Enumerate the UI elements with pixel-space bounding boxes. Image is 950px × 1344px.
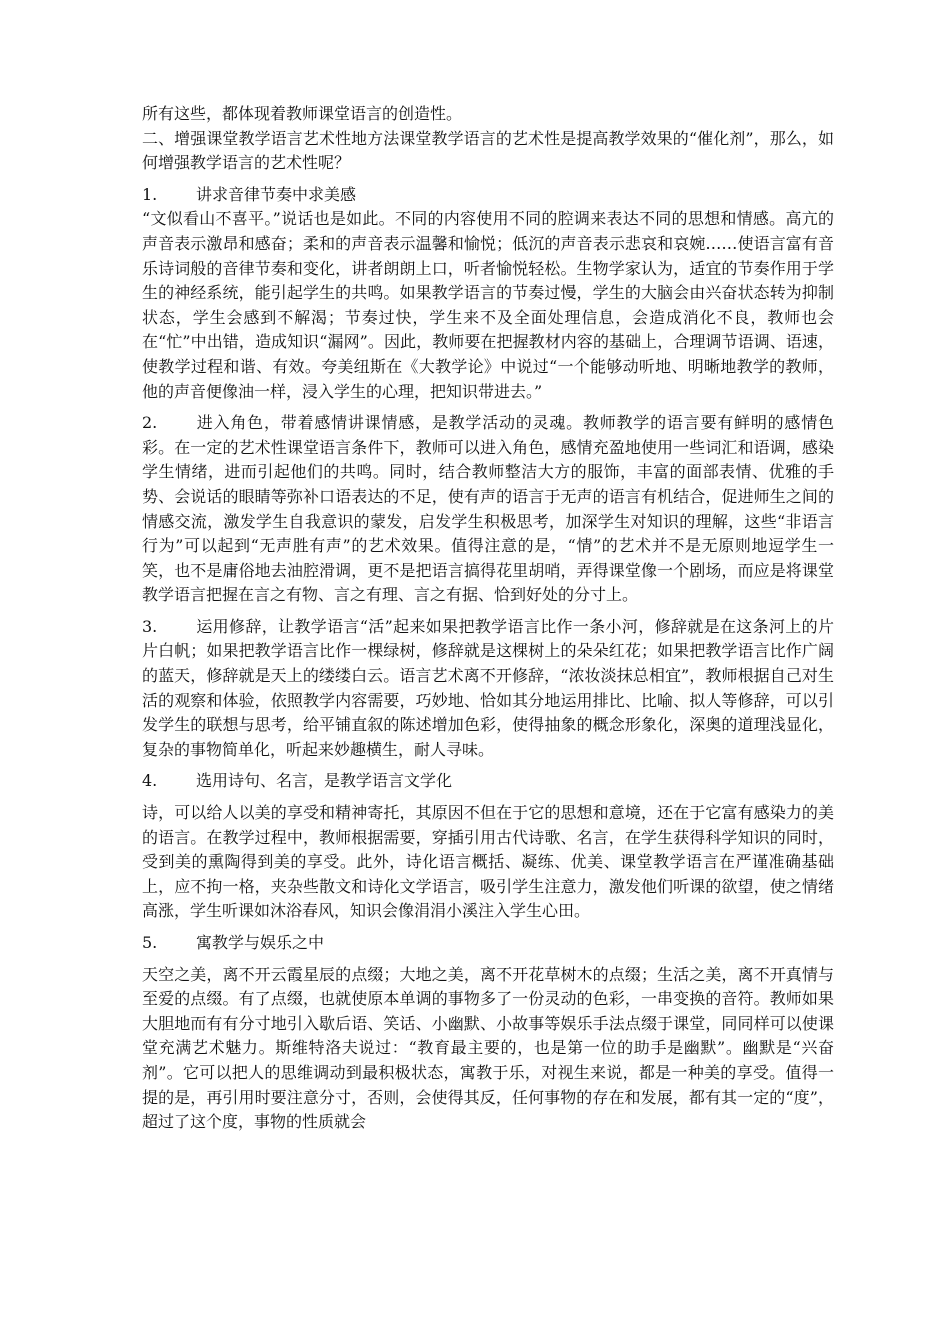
list-item-5 [142, 931, 834, 956]
list-number: 2. [142, 413, 158, 433]
list-item-3 [142, 615, 834, 763]
paragraph-section-heading: 二、增强课堂教学语言艺术性地方法课堂教学语言的艺术性是提高教学效果的“催化剂”，那么，如何增强教学语言的艺术性呢？ [142, 128, 834, 173]
list-heading: 寓教学与娱乐之中 [196, 933, 325, 952]
list-number: 4. [142, 771, 158, 791]
list-text: 进入角色，带着感情讲课情感，是教学活动的灵魂。教师教学的语言要有鲜明的感情色彩。在一定的艺术性课堂语言条件下，教师可以进入角色，感情充盈地使用一些词汇和语调，感染学生情绪，进而引起他们的共鸣。同时，结合教师整洁大方的服饰，丰富的面部表情、优雅的手势、会说话的眼睛等弥补口语表达的不足，使有声的语言于无声的语言有机结合，促进师生之间的情感交流，激发学生自我意识的蒙发，启发学生积极思考，加深学生对知识的理解，这些“非语言行为”可以起到“无声胜有声”的艺术效果。值得注意的是，“情”的艺术并不是无原则地逗学生一笑，也不是庸俗地去油腔滑调，更不是把语言搞得花里胡哨，弄得课堂像一个剧场，而应是将课堂教学语言把握在言之有物、言之有理、言之有据、恰到好处的分寸上。 [142, 413, 834, 605]
list-heading: 选用诗句、名言，是教学语言文学化 [196, 771, 453, 791]
paragraph-body-5: 天空之美，离不开云霞星辰的点缀；大地之美，离不开花草树木的点缀；生活之美，离不开真情与至爱的点缀。有了点缀，也就使原本单调的事物多了一份灵动的色彩，一串变换的音符。教师如果大胆地而有有分寸地引入歇后语、笑话、小幽默、小故事等娱乐手法点缀于课堂，同同样可以使课堂充满艺术魅力。斯维特洛夫说过：“教育最主要的，也是第一位的助手是幽默”。幽默是“兴奋剂”。它可以把人的思维调动到最积极状态，寓教于乐，对视生来说，都是一种美的享受。值得一提的是，再引用时要注意分寸，否则，会使得其反，任何事物的存在和发展，都有其一定的“度”，超过了这个度，事物的性质就会 [142, 964, 834, 1132]
paragraph-body-1: “文似看山不喜平。”说话也是如此。不同的内容使用不同的腔调来表达不同的思想和情感。高亢的声音表示激昂和感奋；柔和的声音表示温馨和愉悦；低沉的声音表示悲哀和哀婉……使语言富有音乐诗词般的音律节奏和变化，讲者朗朗上口，听者愉悦轻松。生物学家认为，适宜的节奏作用于学生的神经系统，能引起学生的共鸣。如果教学语言的节奏过慢，学生的大脑会由兴奋状态转为抑制状态，学生会感到不解渴；节奏过快，学生来不及全面处理信息，会造成消化不良，教师也会在“忙”中出错，造成知识“漏网”。因此，教师要在把握教材内容的基础上，合理调节语调、语速，使教学过程和谐、有效。夸美纽斯在《大教学论》中说过“一个能够动听地、明晰地教学的教师，他的声音便像油一样，浸入学生的心理，把知识带进去。” [142, 209, 834, 401]
list-item-2 [142, 411, 834, 608]
document-body [142, 102, 834, 1135]
list-heading: 讲求音律节奏中求美感 [196, 184, 357, 204]
list-text: 运用修辞，让教学语言“活”起来如果把教学语言比作一条小河，修辞就是在这条河上的片片白帆；如果把教学语言比作一棵绿树，修辞就是这棵树上的朵朵红花；如果把教学语言比作广阔的蓝天，修辞就是天上的缕缕白云。语言艺术离不开修辞，“浓妆淡抹总相宜”，教师根据自己对生活的观察和体验，依照教学内容需要，巧妙地、恰如其分地运用排比、比喻、拟人等修辞，可以引发学生的联想与思考，给平铺直叙的陈述增加色彩，使得抽象的概念形象化，深奥的道理浅显化，复杂的事物简单化，听起来妙趣横生，耐人寻味。 [142, 616, 834, 759]
list-item-1 [142, 183, 834, 208]
paragraph-body-4: 诗，可以给人以美的享受和精神寄托，其原因不但在于它的思想和意境，还在于它富有感染力的美的语言。在教学过程中，教师根据需要，穿插引用古代诗歌、名言，在学生获得科学知识的同时，受到美的熏陶得到美的享受。此外，诗化语言概括、凝练、优美、课堂教学语言在严谨准确基础上，应不拘一格，夹杂些散文和诗化文学语言，吸引学生注意力，激发他们听课的欲望，使之情绪高涨，学生听课如沐浴春风，知识会像涓涓小溪注入学生心田。 [142, 803, 834, 921]
list-number: 3. [142, 616, 158, 636]
list-number: 1. [142, 184, 158, 204]
paragraph-intro: 所有这些，都体现着教师课堂语言的创造性。 [142, 104, 463, 123]
list-number: 5. [142, 933, 158, 952]
list-item-4 [142, 769, 834, 794]
